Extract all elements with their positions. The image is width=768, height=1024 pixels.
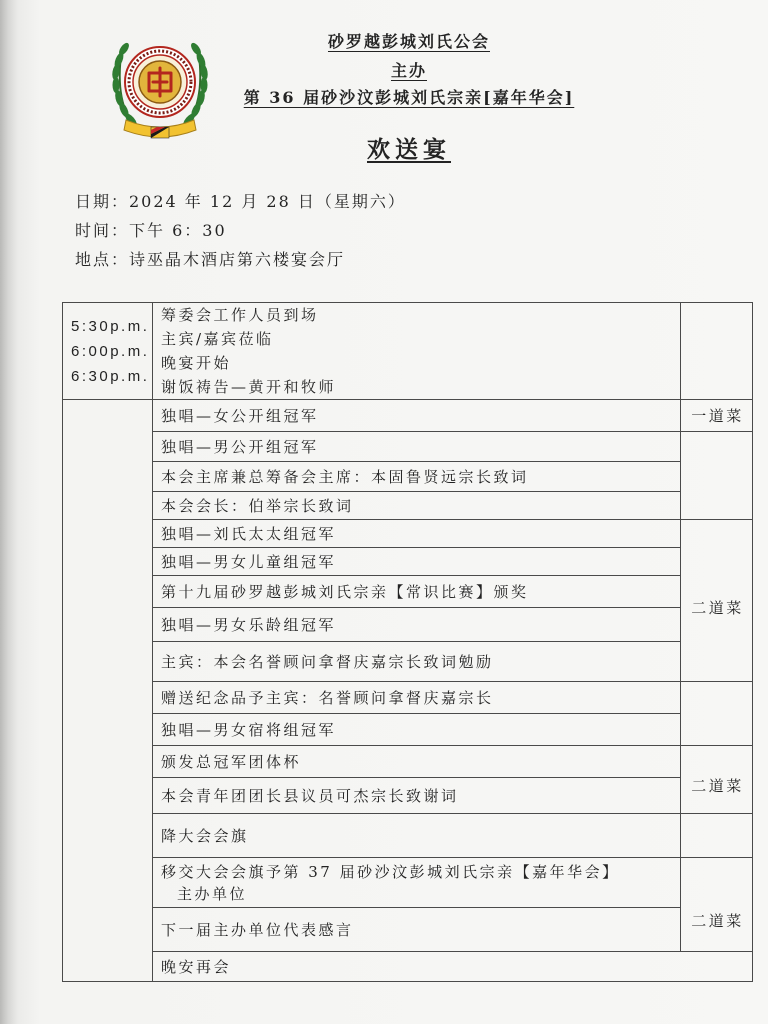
- time-column-empty-cell: [63, 400, 153, 982]
- table-row: [63, 303, 753, 400]
- banquet-title-text: 欢送宴: [367, 136, 451, 163]
- event-time: 时间：下午 6：30: [75, 221, 227, 240]
- program-item-continuation: 主办单位: [177, 884, 248, 903]
- table-row: [63, 908, 753, 952]
- program-item: 赠送纪念品予主宾：名誉顾问拿督庆嘉宗长: [153, 682, 681, 714]
- time-entry: 6:30p.m.: [71, 367, 150, 385]
- program-item: 本会会长：伯举宗长致词: [153, 492, 681, 520]
- program-item: 独唱—男公开组冠军: [153, 432, 681, 462]
- course-cell-empty: [681, 432, 753, 520]
- program-item: 晚安再会: [153, 952, 753, 982]
- organization-name: [50, 29, 768, 52]
- program-item: 独唱—刘氏太太组冠军: [153, 520, 681, 548]
- table-row: [63, 548, 753, 576]
- program-item: 第十九届砂罗越彭城刘氏宗亲【常识比赛】颁奖: [153, 576, 681, 608]
- program-item: 独唱—男女儿童组冠军: [153, 548, 681, 576]
- host-label: [50, 58, 768, 81]
- table-row: [63, 576, 753, 608]
- program-item: 独唱—男女乐龄组冠军: [153, 608, 681, 642]
- program-item: 晚宴开始: [161, 354, 232, 372]
- table-row: [63, 608, 753, 642]
- table-row: [63, 814, 753, 858]
- event-title-text: 第 36 届砂沙汶彭城刘氏宗亲[嘉年华会]: [243, 88, 575, 107]
- event-title: [50, 85, 768, 108]
- program-item: 主宾：本会名誉顾问拿督庆嘉宗长致词勉励: [153, 642, 681, 682]
- event-venue: 地点：诗巫晶木酒店第六楼宴会厅: [75, 250, 346, 269]
- program-item: 独唱—女公开组冠军: [153, 400, 681, 432]
- table-row: [63, 714, 753, 746]
- host-label-text: 主办: [390, 61, 427, 80]
- program-item: 本会青年团团长县议员可杰宗长致谢词: [153, 778, 681, 814]
- table-row: [63, 952, 753, 982]
- organization-name-text: 砂罗越彭城刘氏公会: [327, 32, 490, 51]
- course-cell: 二道菜: [681, 746, 753, 814]
- program-schedule-table: [62, 302, 753, 982]
- course-cell-empty: [681, 303, 753, 400]
- table-row: [63, 520, 753, 548]
- banquet-title: [50, 131, 768, 164]
- table-row: [63, 462, 753, 492]
- table-row: [63, 400, 753, 432]
- program-item: 降大会会旗: [153, 814, 681, 858]
- event-date: 日期：2024 年 12 月 28 日（星期六）: [75, 192, 406, 211]
- program-item: 下一届主办单位代表感言: [153, 908, 681, 952]
- table-row: [63, 642, 753, 682]
- table-row: [63, 492, 753, 520]
- table-row: [63, 858, 753, 908]
- course-cell-empty: [681, 814, 753, 858]
- opening-items-cell: [153, 303, 681, 400]
- table-row: [63, 682, 753, 714]
- course-cell: 二道菜: [681, 520, 753, 682]
- time-entry: 5:30p.m.: [71, 317, 150, 335]
- time-entry: 6:00p.m.: [71, 342, 150, 360]
- program-item: 颁发总冠军团体杯: [153, 746, 681, 778]
- program-item-line: 移交大会会旗予第 37 届砂沙汶彭城刘氏宗亲【嘉年华会】: [161, 862, 620, 881]
- program-item-two-line: [153, 858, 681, 908]
- table-row: [63, 432, 753, 462]
- program-item: 主宾/嘉宾莅临: [161, 330, 274, 348]
- program-item: 筹委会工作人员到场: [161, 306, 319, 324]
- course-cell: 二道菜: [681, 858, 753, 952]
- program-item: 本会主席兼总筹备会主席：本固鲁贤远宗长致词: [153, 462, 681, 492]
- course-cell: 一道菜: [681, 400, 753, 432]
- course-cell-empty: [681, 682, 753, 746]
- time-column-cell: [63, 303, 153, 400]
- program-item: 独唱—男女宿将组冠军: [153, 714, 681, 746]
- program-item: 谢饭祷告—黄开和牧师: [161, 378, 337, 396]
- table-row: [63, 746, 753, 778]
- table-row: [63, 778, 753, 814]
